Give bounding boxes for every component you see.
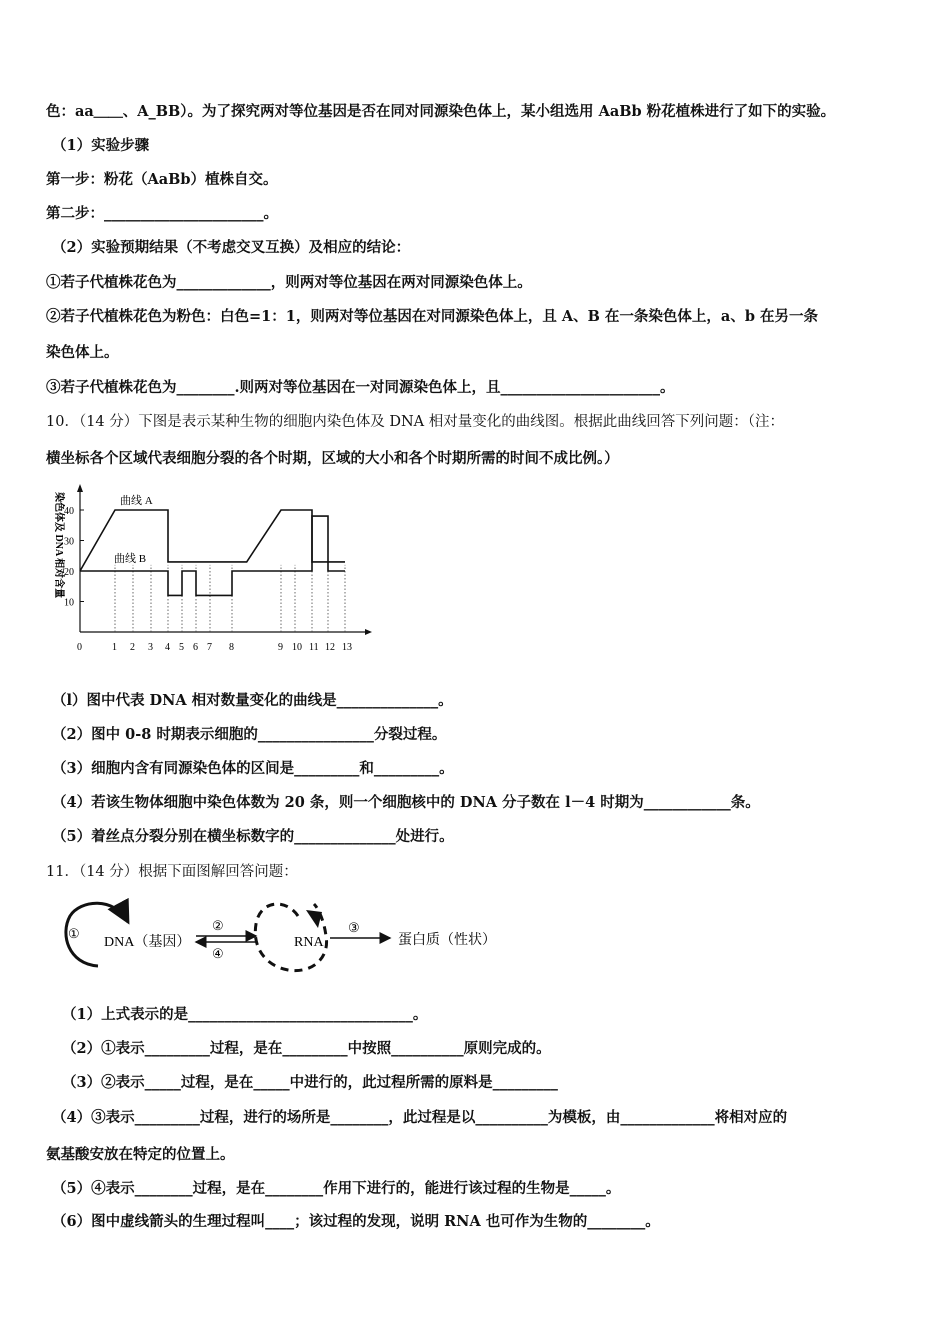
x-axis-arrowhead (365, 629, 372, 635)
text-line: （1）实验步骤 (52, 137, 150, 154)
question-10-3: （3）细胞内含有同源染色体的区间是_________和_________。 (52, 760, 454, 777)
question-11-3: （3）②表示_____过程，是在_____中进行的，此过程所需的原料是_________ (62, 1074, 558, 1091)
x-tick-label: 9 (278, 642, 283, 653)
curve-b-label: 曲线 B (114, 552, 147, 565)
text-line: ①若子代植株花色为_____________，则两对等位基因在两对同源染色体上。 (46, 274, 532, 291)
x-tick-label: 3 (148, 642, 153, 653)
x-tick-label: 4 (165, 642, 170, 653)
question-11-2: （2）①表示_________过程，是在_________中按照__________原则完成的。 (62, 1040, 551, 1057)
y-tick-label: 40 (64, 506, 74, 517)
text-line: 第二步：______________________。 (46, 205, 278, 222)
rna-label: RNA (294, 935, 324, 950)
x-tick-label: 10 (292, 642, 302, 653)
question-10-2: （2）图中 0-8 时期表示细胞的________________分裂过程。 (52, 726, 447, 743)
y-axis-arrowhead (77, 484, 83, 492)
question-11-5: （5）④表示________过程，是在________作用下进行的，能进行该过程的生物是_____。 (52, 1180, 621, 1197)
central-dogma-diagram (60, 896, 520, 976)
dna-gene-label: DNA（基因） (104, 935, 191, 950)
text-line: 第一步：粉花（AaBb）植株自交。 (46, 171, 278, 188)
text-line: ②若子代植株花色为粉色：白色=1：1，则两对等位基因在对同源染色体上，且 A、B 在一条染色体上，a、b 在另一条 (46, 308, 819, 325)
rna-replication-arrowhead (306, 910, 322, 928)
x-tick-label: 13 (342, 642, 352, 653)
y-tick-label: 10 (64, 597, 74, 609)
question-10-stem: 10．（14 分）下图是表示某种生物的细胞内染色体及 DNA 相对量变化的曲线图。根据此曲线回答下列问题：（注： (46, 414, 785, 430)
text-line: 染色体上。 (46, 344, 119, 361)
label-circle-2: ② (212, 918, 224, 933)
question-11-4: （4）③表示_________过程，进行的场所是________，此过程是以__________为模板，由_____________将相对应的 (52, 1109, 788, 1126)
label-circle-4: ④ (212, 946, 224, 961)
protein-trait-label: 蛋白质（性状） (398, 933, 496, 948)
y-tick-label: 20 (64, 567, 74, 578)
curve-a-label: 曲线 A (120, 494, 153, 507)
question-11-1: （1）上式表示的是_______________________________。 (62, 1006, 428, 1023)
label-circle-1: ① (68, 926, 80, 941)
question-10-1: （l）图中代表 DNA 相对数量变化的曲线是______________。 (52, 692, 453, 709)
text-line: （2）实验预期结果（不考虑交叉互换）及相应的结论： (52, 239, 411, 256)
text-line: 色：aa＿＿、A_BB）。为了探究两对等位基因是否在同对同源染色体上，某小组选用 AaBb 粉花植株进行了如下的实验。 (46, 103, 836, 120)
question-10-4: （4）若该生物体细胞中染色体数为 20 条，则一个细胞核中的 DNA 分子数在 l－4 时期为____________条。 (52, 794, 760, 811)
x-tick-label: 7 (207, 642, 212, 653)
x-tick-label: 11 (309, 642, 319, 653)
y-tick-label: 30 (64, 536, 74, 548)
x-tick-label: 1 (112, 642, 117, 653)
x-tick-label: 2 (130, 642, 135, 653)
x-tick-label: 8 (229, 642, 234, 653)
question-10-note: 横坐标各个区域代表细胞分裂的各个时期，区域的大小和各个时期所需的时间不成比例。） (46, 450, 619, 467)
question-11-4-cont: 氨基酸安放在特定的位置上。 (46, 1146, 235, 1163)
question-11-6: （6）图中虚线箭头的生理过程叫____；该过程的发现，说明 RNA 也可作为生物的________。 (52, 1213, 660, 1230)
x-tick-label: 12 (325, 642, 335, 653)
x-tick-label: 0 (77, 642, 82, 653)
question-10-5: （5）着丝点分裂分别在横坐标数字的______________处进行。 (52, 828, 454, 845)
x-tick-label: 6 (193, 642, 198, 653)
x-tick-label: 5 (179, 642, 184, 653)
chromosome-dna-chart (44, 484, 374, 664)
label-circle-3: ③ (348, 920, 360, 935)
text-line: ③若子代植株花色为________.则两对等位基因在一对同源染色体上，且______________________。 (46, 379, 675, 396)
y-axis-label: 染色体及 DNA 相对含量 (53, 492, 64, 599)
question-11-stem: 11．（14 分）根据下面图解回答问题： (46, 864, 298, 880)
